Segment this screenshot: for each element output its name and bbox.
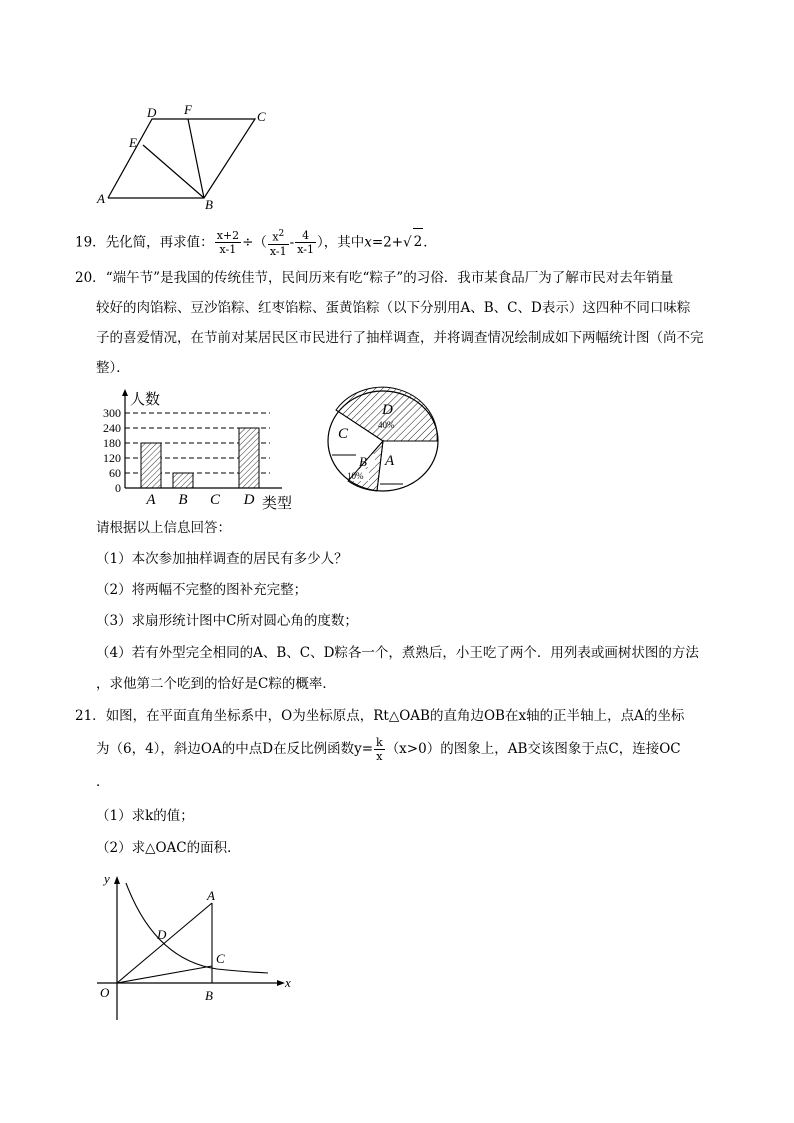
pie-percent-B: 10% bbox=[347, 471, 364, 481]
label-C: C bbox=[216, 951, 225, 966]
variable-x: x bbox=[364, 234, 372, 251]
y-tick-label: 300 bbox=[103, 406, 121, 420]
label-E: E bbox=[129, 135, 137, 150]
q21-sub-question-1: （1）求k的值； bbox=[96, 808, 194, 824]
fraction-3 bbox=[295, 229, 316, 256]
y-axis-label: 人数 bbox=[130, 392, 161, 408]
y-axis-arrow bbox=[114, 876, 120, 884]
x-tick-label-A: A bbox=[146, 492, 156, 508]
fraction-numerator: 4 bbox=[295, 229, 316, 243]
sub-question-1: （1）本次参加抽样调查的居民有多少人？ bbox=[96, 551, 348, 567]
answer-intro: 请根据以上信息回答： bbox=[96, 520, 231, 536]
label-A: A bbox=[207, 888, 215, 903]
q19-end: ． bbox=[423, 234, 437, 251]
hyperbola-curve bbox=[126, 883, 268, 973]
x-axis-arrow bbox=[277, 980, 285, 986]
label-O: O bbox=[100, 985, 110, 1000]
question-21-line-2 bbox=[96, 736, 681, 763]
pie-label-A: A bbox=[385, 453, 395, 469]
sqrt-sign: √ bbox=[403, 234, 412, 251]
q19-close: ），其中 bbox=[316, 234, 365, 251]
label-C: C bbox=[257, 109, 266, 124]
question-21-line-3: ． bbox=[96, 774, 110, 790]
exponent: 2 bbox=[278, 229, 285, 239]
question-21-line-1 bbox=[75, 706, 684, 726]
pie-label-D: D bbox=[382, 402, 393, 418]
q19-lead: 先化简，再求值： bbox=[105, 234, 214, 251]
paragraph-line: （x>0）的图象上，AB交该图象于点C，连接OC bbox=[385, 741, 681, 757]
fraction-denominator: x-1 bbox=[297, 243, 314, 257]
minus-sign: - bbox=[289, 234, 295, 251]
x-axis-label: 类型 bbox=[262, 496, 293, 512]
pie-label-B: B bbox=[359, 454, 367, 469]
y-axis-arrow bbox=[122, 389, 128, 396]
question-number: 21． bbox=[75, 708, 106, 724]
q19-value: =2+ bbox=[371, 234, 404, 251]
label-B: B bbox=[205, 197, 213, 212]
x-tick-label-B: B bbox=[178, 492, 188, 508]
segment-OC bbox=[117, 966, 212, 983]
fraction-numerator: x bbox=[272, 230, 279, 244]
label-y: y bbox=[104, 871, 110, 886]
sub-question-4-cont: ，求他第二个吃到的恰好是C粽的概率． bbox=[96, 676, 336, 692]
label-B: B bbox=[205, 988, 213, 1003]
fraction-numerator: k bbox=[376, 736, 383, 749]
y-tick-label: 120 bbox=[103, 451, 121, 465]
fraction-denominator: x-1 bbox=[219, 243, 237, 257]
parallelogram-figure bbox=[90, 100, 280, 215]
fraction-2 bbox=[268, 228, 289, 258]
y-tick-label: 180 bbox=[103, 436, 121, 450]
bar-chart bbox=[85, 385, 315, 515]
question-20-line-3: 子的喜爱情况，在节前对某居民区市民进行了抽样调查，并将调查情况绘制成如下两幅统计图（尚不完 bbox=[96, 330, 704, 346]
bar-A bbox=[141, 443, 161, 488]
bar-B bbox=[173, 473, 193, 488]
x-tick-label-D: D bbox=[243, 492, 255, 508]
y-tick-label: 0 bbox=[115, 481, 121, 495]
y-tick-label: 240 bbox=[103, 421, 121, 435]
paragraph-line: 为（6，4），斜边OA的中点D在反比例函数y= bbox=[96, 741, 374, 757]
fraction-denominator: x bbox=[376, 750, 383, 763]
sub-question-4: （4）若有外型完全相同的A、B、C、D粽各一个，煮熟后，小王吃了两个．用列表或画树状图的方法 bbox=[96, 645, 699, 661]
label-A: A bbox=[97, 191, 105, 206]
fraction-1 bbox=[215, 229, 241, 256]
segment-OA bbox=[117, 903, 212, 983]
pie-label-C: C bbox=[338, 426, 349, 442]
sub-question-3: （3）求扇形统计图中C所对圆心角的度数； bbox=[96, 613, 358, 629]
question-number: 20． bbox=[75, 270, 106, 286]
fraction-k-over-x bbox=[374, 736, 385, 763]
pie-percent-D: 40% bbox=[378, 420, 395, 430]
fraction-denominator: x-1 bbox=[269, 244, 287, 258]
pie-chart bbox=[320, 385, 445, 495]
paragraph-line: 如图，在平面直角坐标系中，O为坐标原点，Rt△OAB的直角边OB在x轴的正半轴上，点A的坐标 bbox=[105, 708, 685, 724]
question-19 bbox=[75, 228, 437, 258]
question-20-line-2: 较好的肉馅粽、豆沙馅粽、红枣馅粽、蛋黄馅粽（以下分别用A、B、C、D表示）这四种不同口味粽 bbox=[96, 300, 691, 316]
sub-question-2: （2）将两幅不完整的图补充完整； bbox=[96, 582, 308, 598]
label-x: x bbox=[285, 975, 291, 990]
y-tick-label: 60 bbox=[109, 466, 121, 480]
bar-D bbox=[239, 428, 259, 488]
divide-sign: ÷（ bbox=[242, 234, 267, 251]
label-F: F bbox=[184, 102, 192, 117]
question-20-line-1 bbox=[75, 268, 673, 288]
q21-sub-question-2: （2）求△OAC的面积． bbox=[96, 840, 241, 856]
coordinate-figure bbox=[90, 865, 300, 1025]
label-D: D bbox=[147, 105, 157, 120]
paragraph-line: “端午节”是我国的传统佳节，民间历来有吃“粽子”的习俗．我市某食品厂为了解市民对去年销量 bbox=[105, 270, 674, 286]
label-D: D bbox=[157, 927, 167, 942]
sqrt-argument: 2 bbox=[413, 228, 424, 255]
fraction-numerator: x+2 bbox=[216, 229, 240, 243]
question-20-line-4: 整）． bbox=[96, 360, 130, 376]
x-tick-label-C: C bbox=[209, 492, 221, 508]
question-number: 19． bbox=[75, 234, 106, 251]
